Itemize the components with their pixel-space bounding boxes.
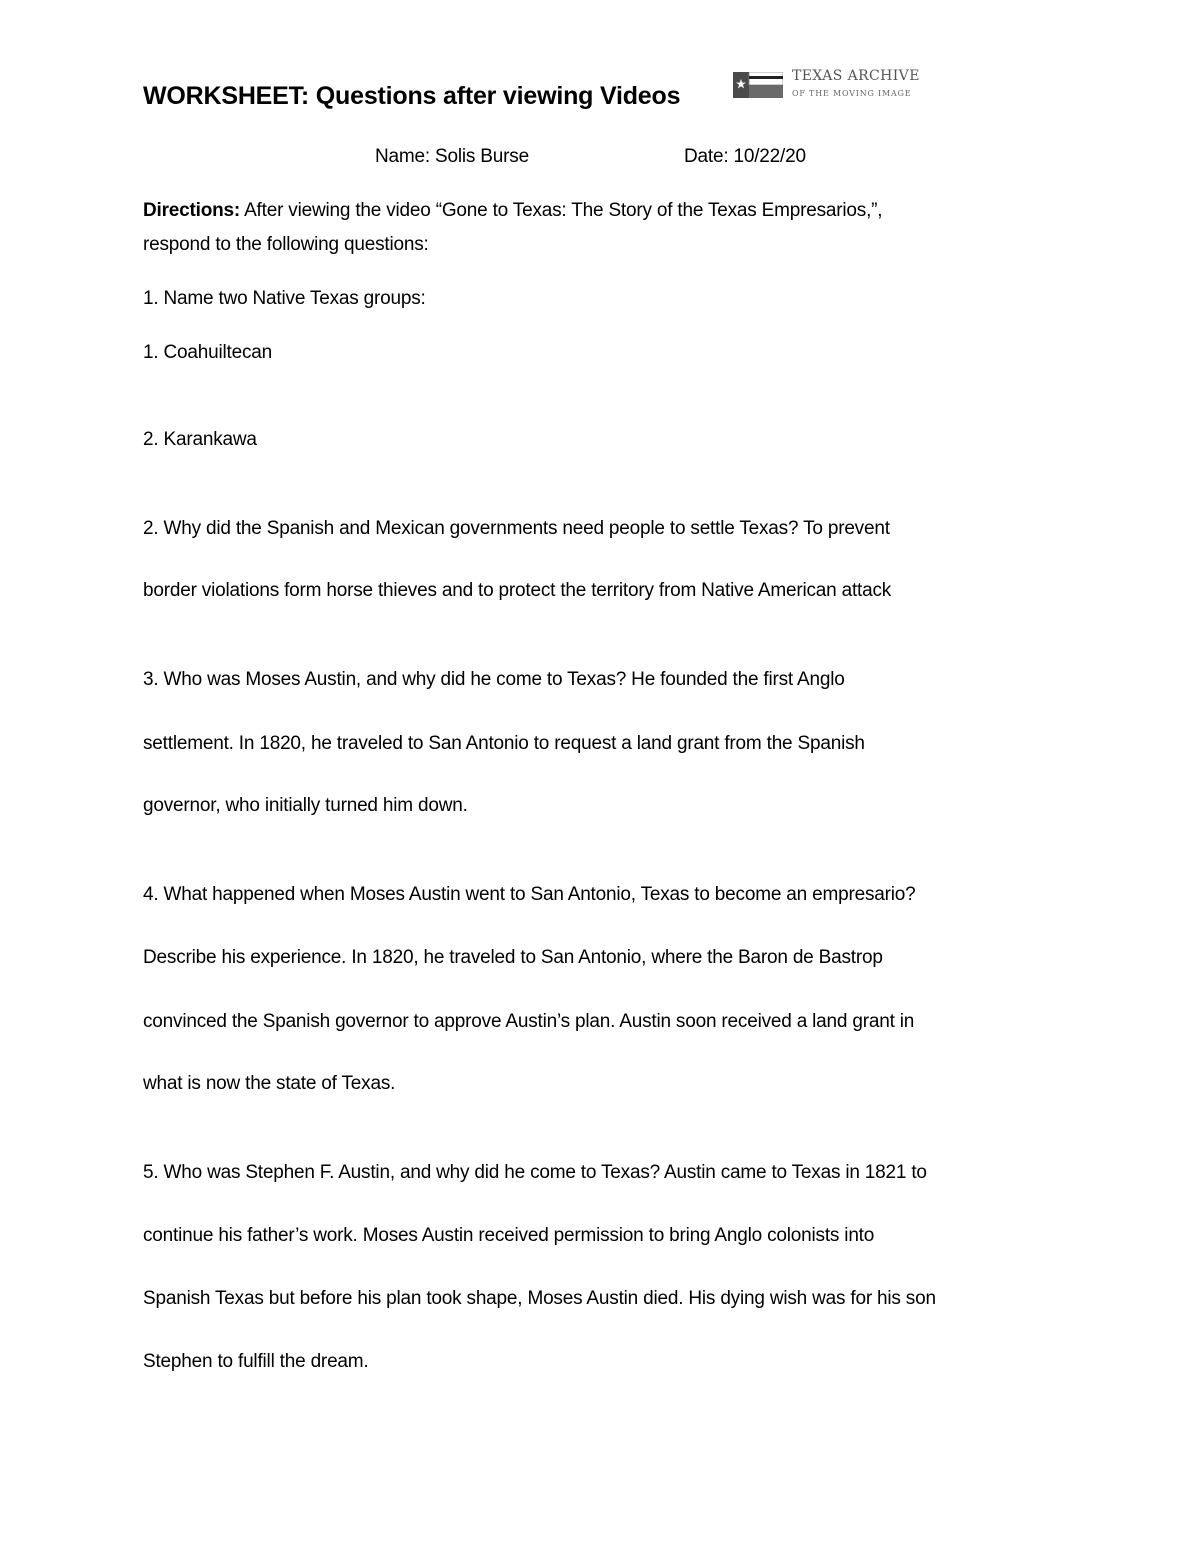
question-1-answer-a: 1. Coahuiltecan	[143, 342, 273, 363]
question-4-line: convinced the Spanish governor to approve Austin’s plan. Austin soon received a land grant in	[143, 1011, 915, 1032]
question-1-answer-b: 2. Karankawa	[143, 429, 257, 450]
question-5-line: Stephen to fulfill the dream.	[143, 1351, 369, 1372]
question-3-line: 3. Who was Moses Austin, and why did he come to Texas? He founded the first Anglo	[143, 669, 845, 690]
question-5-line: continue his father’s work. Moses Austin received permission to bring Anglo colonists into	[143, 1225, 875, 1246]
page-title: WORKSHEET: Questions after viewing Videos	[143, 82, 681, 110]
question-5-line: 5. Who was Stephen F. Austin, and why did he come to Texas? Austin came to Texas in 1821 to	[143, 1162, 927, 1183]
logo-title: TEXAS ARCHIVE	[792, 68, 920, 84]
question-4-line: 4. What happened when Moses Austin went to San Antonio, Texas to become an empresario?	[143, 884, 916, 905]
question-4-line: what is now the state of Texas.	[143, 1073, 396, 1094]
question-3-line: settlement. In 1820, he traveled to San Antonio to request a land grant from the Spanish	[143, 733, 865, 754]
directions-line-1	[143, 200, 882, 222]
directions-text: After viewing the video “Gone to Texas: The Story of the Texas Empresarios,”,	[240, 200, 883, 221]
question-3-line: governor, who initially turned him down.	[143, 795, 468, 816]
name-field: Name: Solis Burse	[375, 146, 529, 167]
directions-label: Directions:	[143, 200, 241, 221]
question-2-line: border violations form horse thieves and to protect the territory from Native American attack	[143, 580, 892, 601]
texas-flag-icon	[733, 72, 783, 98]
texas-archive-logo	[733, 68, 933, 108]
question-4-line: Describe his experience. In 1820, he traveled to San Antonio, where the Baron de Bastrop	[143, 947, 883, 968]
question-1-prompt: 1. Name two Native Texas groups:	[143, 288, 426, 309]
directions-line-2: respond to the following questions:	[143, 234, 429, 255]
logo-subtitle: OF THE MOVING IMAGE	[792, 89, 912, 98]
question-5-line: Spanish Texas but before his plan took shape, Moses Austin died. His dying wish was for his son	[143, 1288, 936, 1309]
question-2-line: 2. Why did the Spanish and Mexican governments need people to settle Texas? To prevent	[143, 518, 890, 539]
date-field: Date: 10/22/20	[684, 146, 806, 167]
